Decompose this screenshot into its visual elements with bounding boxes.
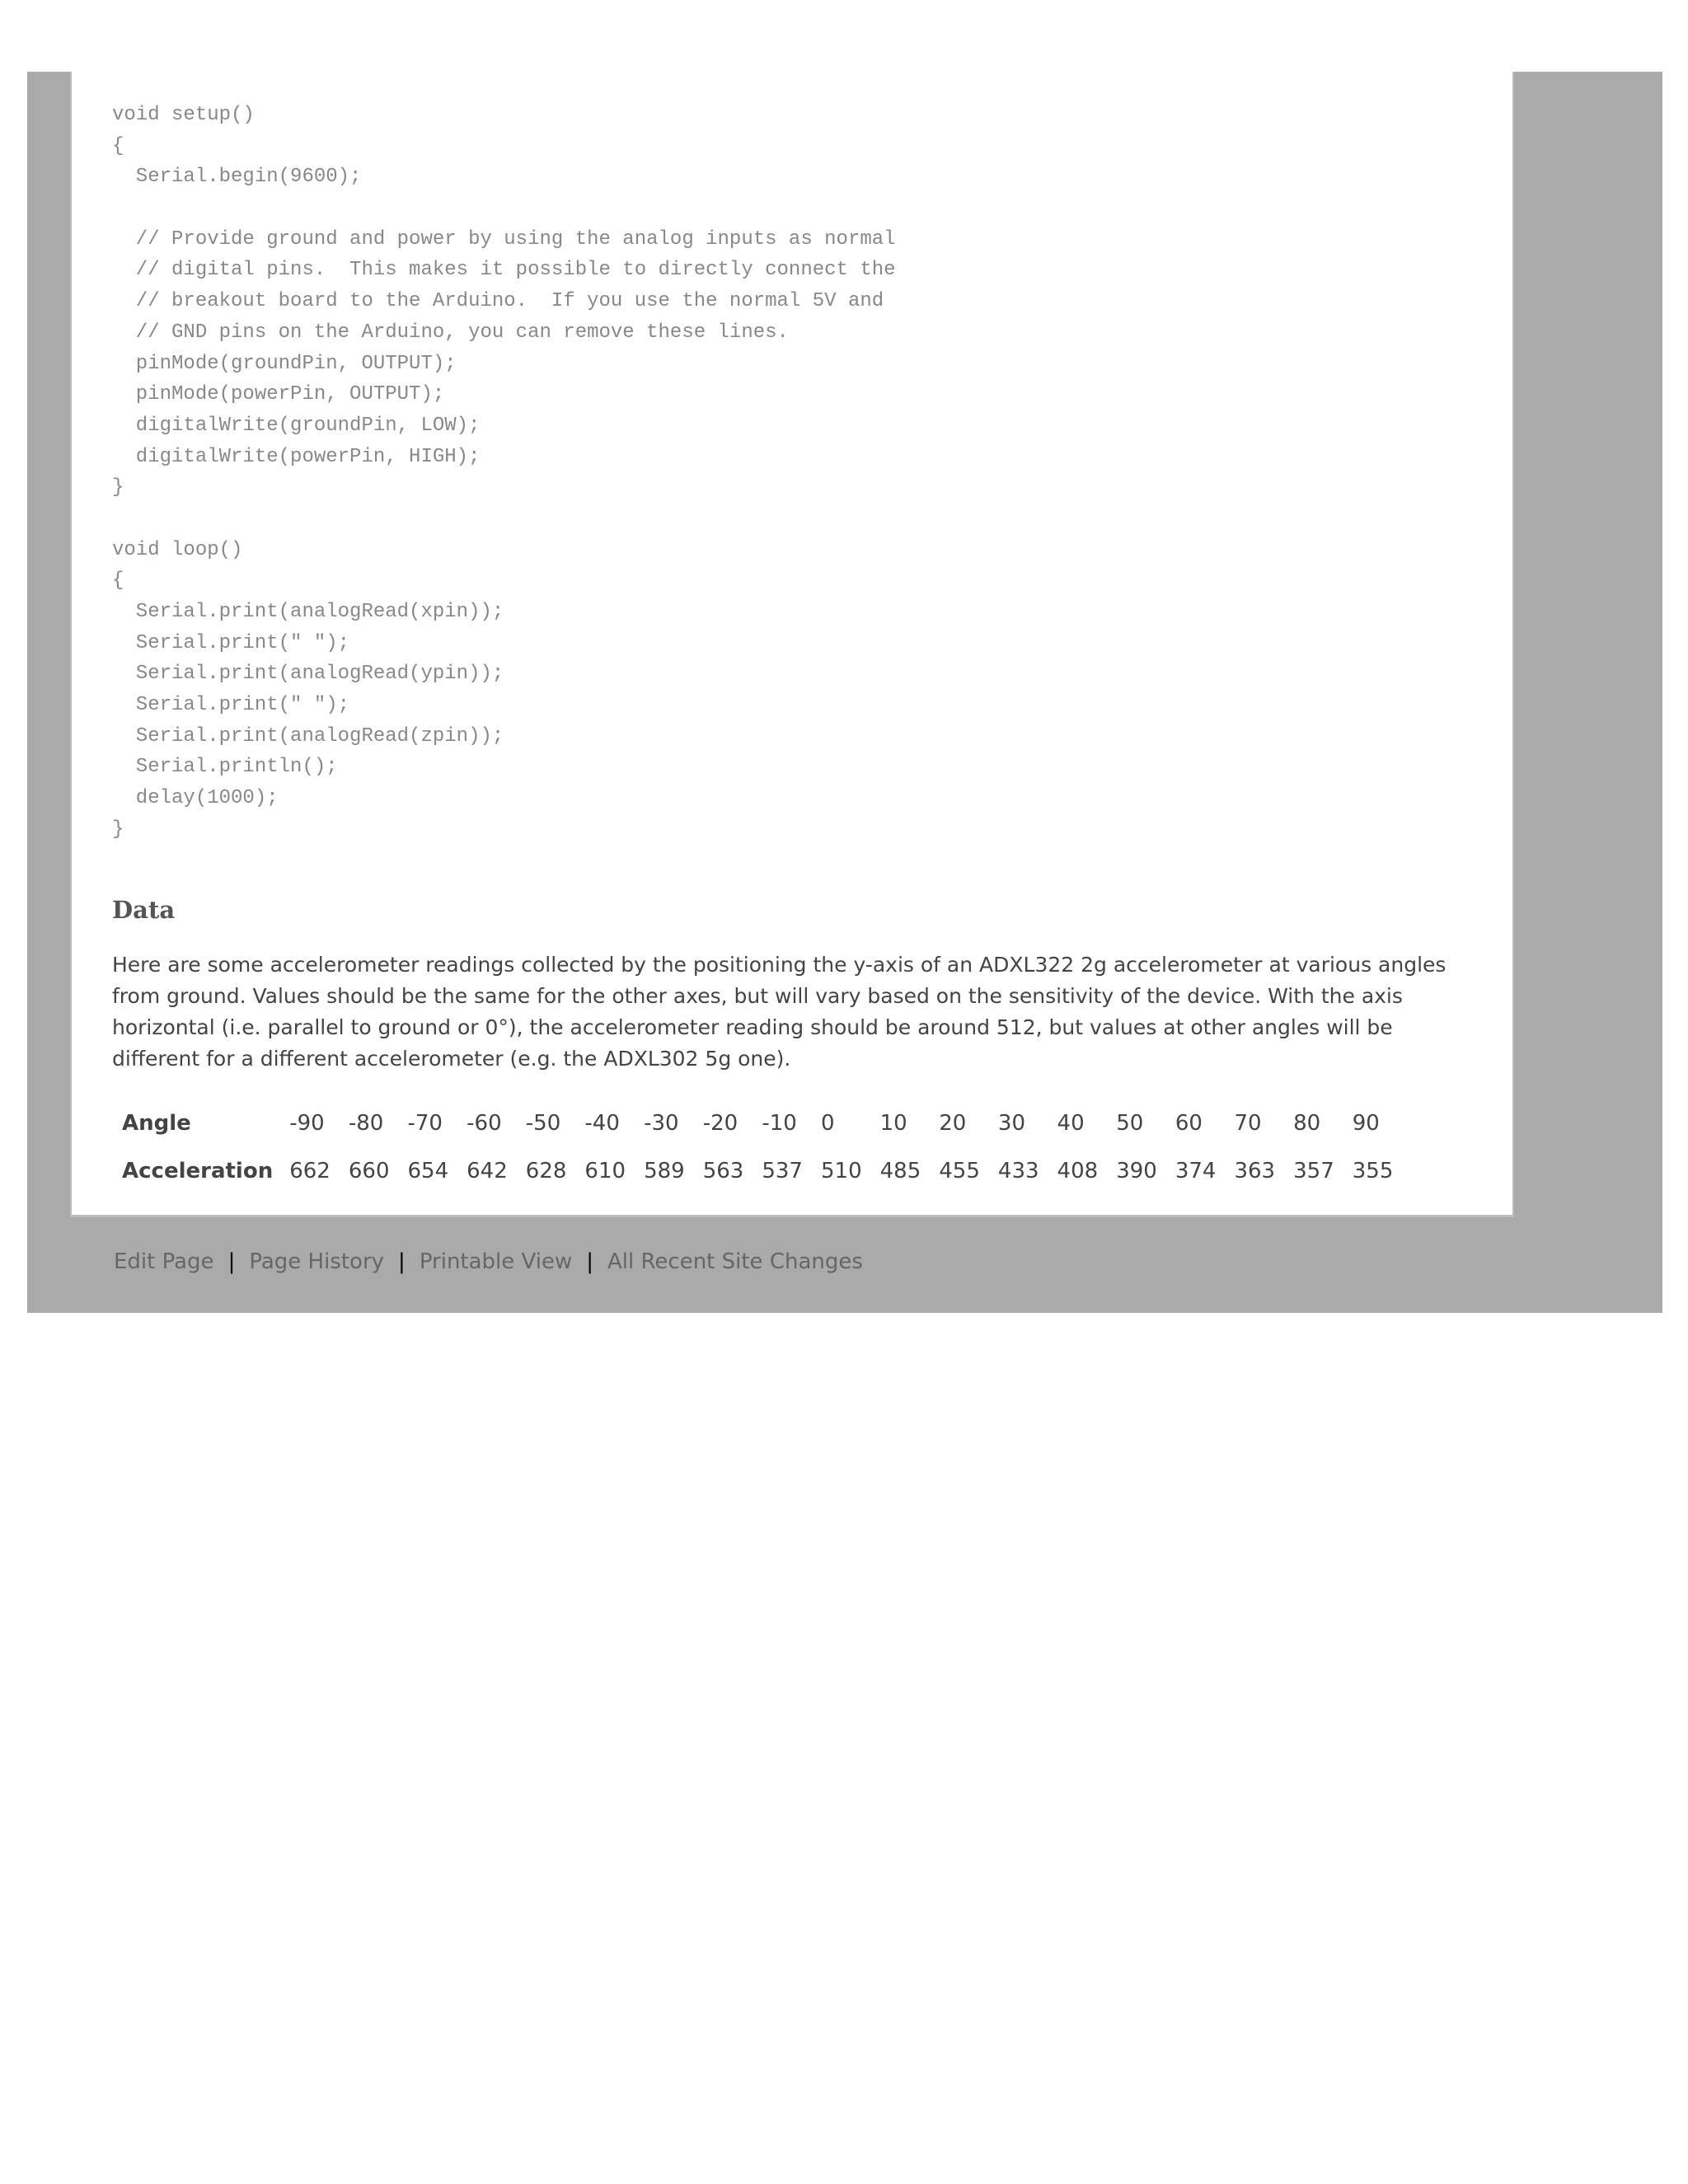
- acceleration-row-header: Acceleration: [122, 1159, 274, 1183]
- code-line: void loop(): [112, 538, 243, 561]
- acceleration-cell: 510: [820, 1159, 862, 1183]
- acceleration-cell: 537: [762, 1159, 803, 1183]
- code-line: Serial.print(analogRead(xpin));: [112, 601, 504, 623]
- edit-page-link[interactable]: Edit Page: [114, 1249, 214, 1274]
- angle-cell: -70: [407, 1111, 443, 1136]
- code-line: delay(1000);: [112, 787, 279, 810]
- code-line: Serial.begin(9600);: [112, 166, 362, 189]
- angle-cell: -10: [762, 1111, 797, 1136]
- page-history-link[interactable]: Page History: [249, 1249, 385, 1274]
- angle-cell: -40: [584, 1111, 620, 1136]
- acceleration-cell: 355: [1352, 1159, 1394, 1183]
- acceleration-cell: 662: [289, 1159, 331, 1183]
- acceleration-cell: 660: [348, 1159, 390, 1183]
- angle-cell: 90: [1352, 1111, 1380, 1136]
- footer-separator: |: [227, 1249, 236, 1274]
- acceleration-cell: 589: [644, 1159, 685, 1183]
- data-heading: Data: [112, 896, 176, 924]
- angle-cell: -90: [289, 1111, 325, 1136]
- code-line: {: [112, 569, 124, 593]
- acceleration-cell: 485: [879, 1159, 921, 1183]
- angle-cell: -30: [644, 1111, 679, 1136]
- code-line: digitalWrite(powerPin, HIGH);: [112, 445, 481, 468]
- acceleration-cell: 390: [1116, 1159, 1157, 1183]
- code-line: // GND pins on the Arduino, you can remove these lines.: [112, 321, 789, 344]
- code-line: Serial.print(" ");: [112, 631, 350, 654]
- code-line: Serial.println();: [112, 756, 338, 779]
- acceleration-cell: 563: [702, 1159, 744, 1183]
- data-paragraph: Here are some accelerometer readings collected by the positioning the y-axis of an ADXL322 2g accelerometer at various angles from ground. Values should be the same for the other axes, but will vary based on the sensitivity of the device. With the axis horizontal (i.e. parallel to ground or 0°), the accelerometer reading should be around 512, but values at other angles will be different for a different accelerometer (e.g. the ADXL302 5g one).: [112, 953, 1447, 1071]
- code-line: pinMode(groundPin, OUTPUT);: [112, 352, 457, 375]
- angle-cell: -20: [702, 1111, 738, 1136]
- angle-cell: 80: [1293, 1111, 1321, 1136]
- code-line: }: [112, 818, 124, 841]
- acceleration-cell: 628: [525, 1159, 567, 1183]
- angle-cell: 60: [1175, 1111, 1203, 1136]
- footer-links: [114, 1249, 863, 1274]
- code-line: pinMode(powerPin, OUTPUT);: [112, 383, 445, 406]
- angle-cell: 10: [879, 1111, 907, 1136]
- code-line: Serial.print(analogRead(zpin));: [112, 724, 504, 748]
- angle-cell: 70: [1234, 1111, 1262, 1136]
- code-line: void setup(): [112, 104, 255, 126]
- code-line: }: [112, 476, 124, 499]
- readings-table: [112, 1099, 1411, 1195]
- angle-cell: 50: [1116, 1111, 1144, 1136]
- printable-view-link[interactable]: Printable View: [419, 1249, 573, 1274]
- all-recent-site-changes-link[interactable]: All Recent Site Changes: [607, 1249, 863, 1274]
- code-line: [112, 193, 896, 224]
- acceleration-cell: 363: [1234, 1159, 1276, 1183]
- code-line: // breakout board to the Arduino. If you use the normal 5V and: [112, 290, 884, 313]
- angle-cell: 30: [997, 1111, 1025, 1136]
- angle-cell: 20: [939, 1111, 967, 1136]
- acceleration-cell: 408: [1057, 1159, 1099, 1183]
- code-line: Serial.print(" ");: [112, 694, 350, 717]
- acceleration-row: [112, 1147, 1411, 1195]
- footer-separator: |: [398, 1249, 406, 1274]
- acceleration-cell: 433: [997, 1159, 1039, 1183]
- code-line: // Provide ground and power by using the analog inputs as normal: [112, 227, 896, 251]
- code-line: Serial.print(analogRead(ypin));: [112, 663, 504, 686]
- code-line: digitalWrite(groundPin, LOW);: [112, 414, 481, 437]
- angle-row: [112, 1099, 1411, 1147]
- acceleration-cell: 654: [407, 1159, 449, 1183]
- footer-separator: |: [586, 1249, 594, 1274]
- code-line: [112, 504, 896, 535]
- code-block: [112, 100, 896, 846]
- angle-cell: -50: [525, 1111, 561, 1136]
- acceleration-cell: 357: [1293, 1159, 1334, 1183]
- acceleration-cell: 455: [939, 1159, 980, 1183]
- angle-cell: -80: [348, 1111, 384, 1136]
- angle-row-header: Angle: [122, 1111, 191, 1136]
- angle-cell: -60: [467, 1111, 502, 1136]
- angle-cell: 0: [820, 1111, 835, 1136]
- acceleration-cell: 374: [1175, 1159, 1217, 1183]
- code-line: // digital pins. This makes it possible to directly connect the: [112, 259, 896, 282]
- code-line: {: [112, 134, 124, 157]
- acceleration-cell: 642: [467, 1159, 508, 1183]
- angle-cell: 40: [1057, 1111, 1085, 1136]
- acceleration-cell: 610: [584, 1159, 626, 1183]
